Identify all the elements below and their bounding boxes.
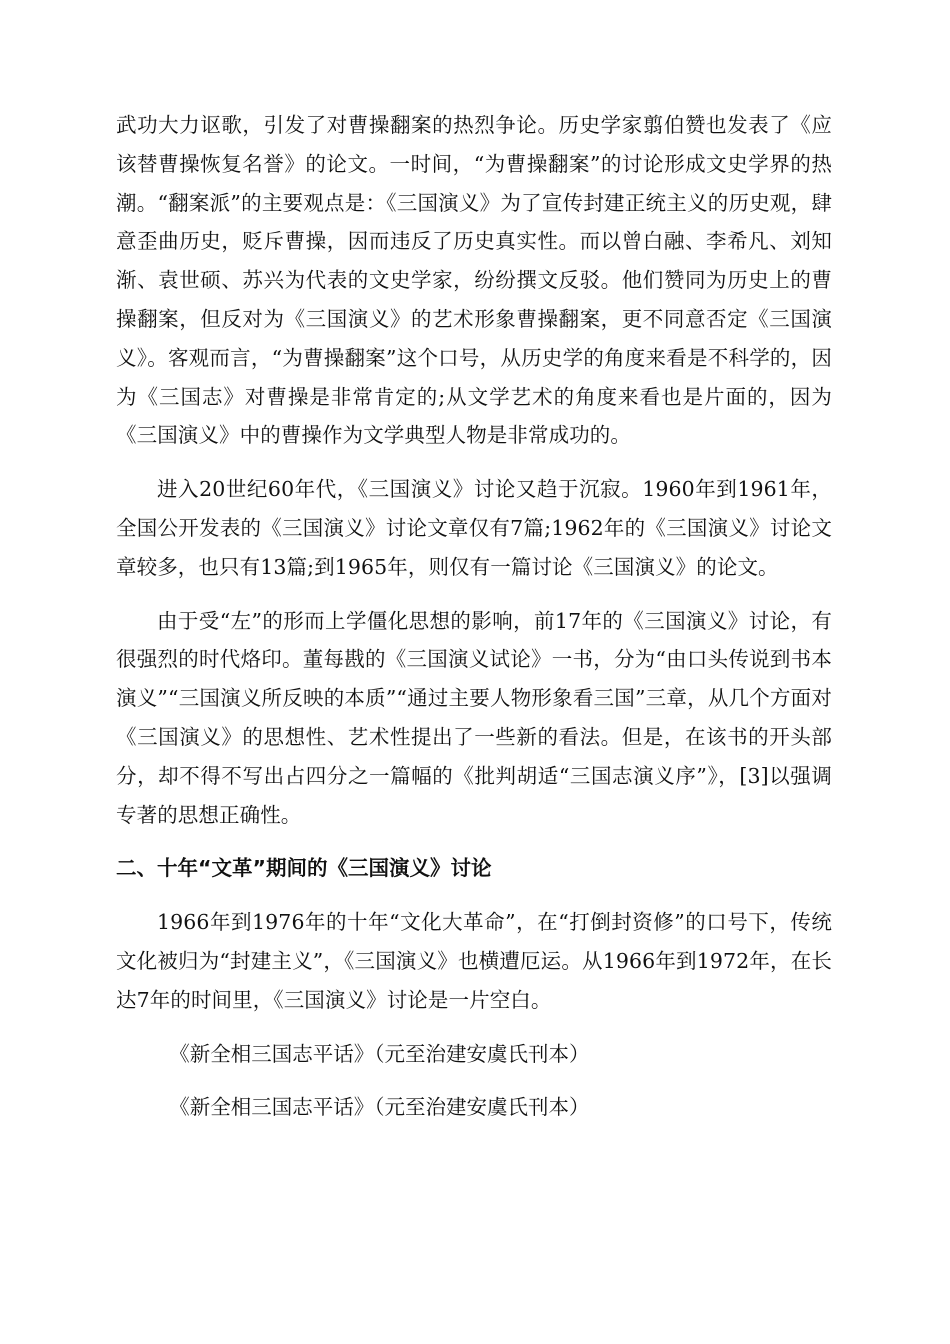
- paragraph-cultural-revolution: 1966年到1976年的十年“文化大革命”，在“打倒封资修”的口号下，传统文化被归为“封建主义”，《三国演义》也横遭厄运。从1966年到1972年，在长达7年的时间里，《三国演义》讨论是一片空白。: [116, 910, 832, 1012]
- paragraph-gap: [116, 455, 832, 470]
- document-page: [116, 106, 832, 1127]
- paragraph-gap: [116, 888, 832, 903]
- paragraph-gap: [116, 1073, 832, 1088]
- paragraph-gap: [116, 834, 832, 849]
- paragraph-1960s: 进入20世纪60年代，《三国演义》讨论又趋于沉寂。1960年到1961年，全国公开发表的《三国演义》讨论文章仅有7篇;1962年的《三国演义》讨论文章较多，也只有13篇;到1965年，则仅有一篇讨论《三国演义》的论文。: [116, 477, 832, 579]
- paragraph-gap: [116, 587, 832, 602]
- book-title-line: 《新全相三国志平话》（元至治建安虞氏刊本）: [169, 1095, 590, 1120]
- section-heading: 二、十年“文革”期间的《三国演义》讨论: [116, 856, 492, 881]
- paragraph-cao-cao-debate: 武功大力讴歌，引发了对曹操翻案的热烈争论。历史学家翦伯赞也发表了《应该替曹操恢复名誉》的论文。一时间，“为曹操翻案”的讨论形成文史学界的热潮。“翻案派”的主要观点是：《三国演义》为了宣传封建正统主义的历史观，肆意歪曲历史，贬斥曹操，因而违反了历史真实性。而以曾白融、李希凡、刘知渐、袁世硕、苏兴为代表的文史学家，纷纷撰文反驳。他们赞同为历史上的曹操翻案，但反对为《三国演义》的艺术形象曹操翻案，更不同意否定《三国演义》。客观而言，“为曹操翻案”这个口号，从历史学的角度来看是不科学的，因为《三国志》对曹操是非常肯定的;从文学艺术的角度来看也是片面的，因为《三国演义》中的曹操作为文学典型人物是非常成功的。: [116, 113, 832, 448]
- paragraph-first-17-years: 由于受“左”的形而上学僵化思想的影响，前17年的《三国演义》讨论，有很强烈的时代烙印。董每戡的《三国演义试论》一书，分为“由口头传说到书本演义”“三国演义所反映的本质”“通过主要人物形象看三国”三章，从几个方面对《三国演义》的思想性、艺术性提出了一些新的看法。但是，在该书的开头部分，却不得不写出占四分之一篇幅的《批判胡适“三国志演义序”》，[3]以强调专著的思想正确性。: [116, 608, 832, 827]
- book-title-line: 《新全相三国志平话》（元至治建安虞氏刊本）: [169, 1041, 590, 1066]
- paragraph-gap: [116, 1020, 832, 1035]
